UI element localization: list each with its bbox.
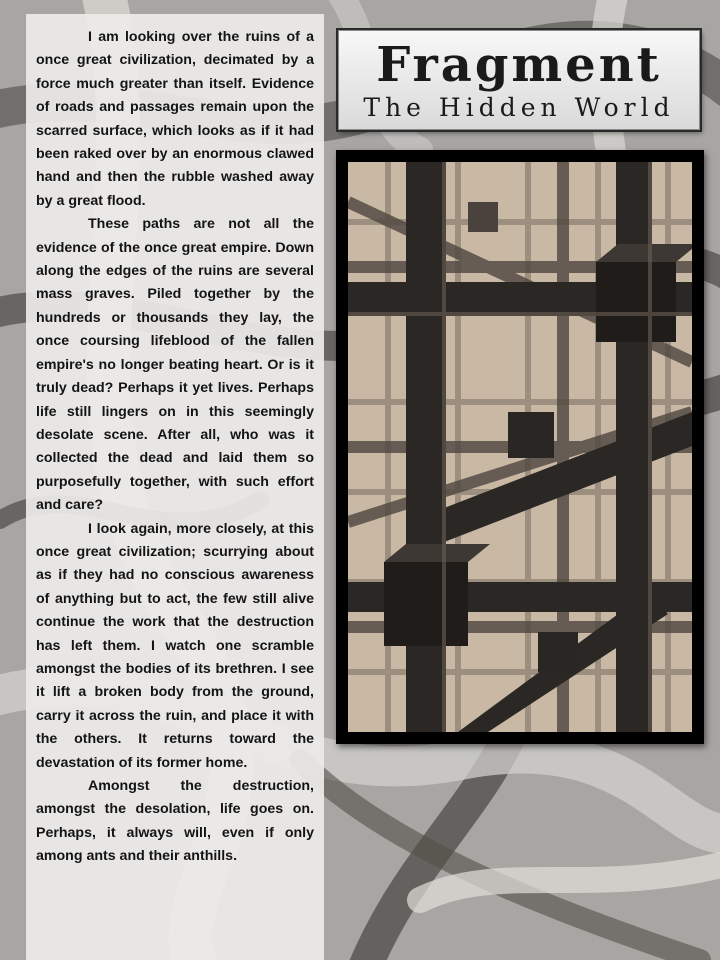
lattice-cubes-artwork (348, 162, 692, 732)
article-paragraph-4: Amongst the destruction, amongst the desolation, life goes on. Perhaps, it always will, even if only among ants and their anthills. (36, 778, 314, 865)
artwork-frame (336, 150, 704, 744)
title-subtitle: The Hidden World (363, 93, 675, 122)
title-main: Fragment (376, 37, 662, 93)
title-box (338, 30, 700, 130)
article-paragraph-1: I am looking over the ruins of a once great civilization, decimated by a force much greater than itself. Evidence of roads and passages remain upon the scarred surface, which looks as if it had been raked over by an enormous clawed hand and then the rubble washed away by a great flood. (36, 29, 314, 209)
article-paragraph-2: These paths are not all the evidence of the once great empire. Down along the edges of the ruins are several mass graves. Piled together by the hundreds or thousands they lay, the once coursing lifeblood of the fallen empire's no longer beating heart. Or is it truly dead? Perhaps it yet lives. Perhaps life still lingers on in this seemingly desolate scene. After all, who was it collected the dead and laid them so purposefully together, with such effort and care? (36, 216, 314, 514)
article-paragraph-3: I look again, more closely, at this once great civilization; scurrying about as if they had no conscious awareness of anything but to act, the few still alive continue the work that the destruction has left them. I watch one scramble amongst the bodies of its brethren. I see it lift a broken body from the ground, carry it across the ruin, and place it with the others. It returns toward the devastation of its former home. (36, 520, 314, 771)
article-text-panel (26, 14, 324, 960)
